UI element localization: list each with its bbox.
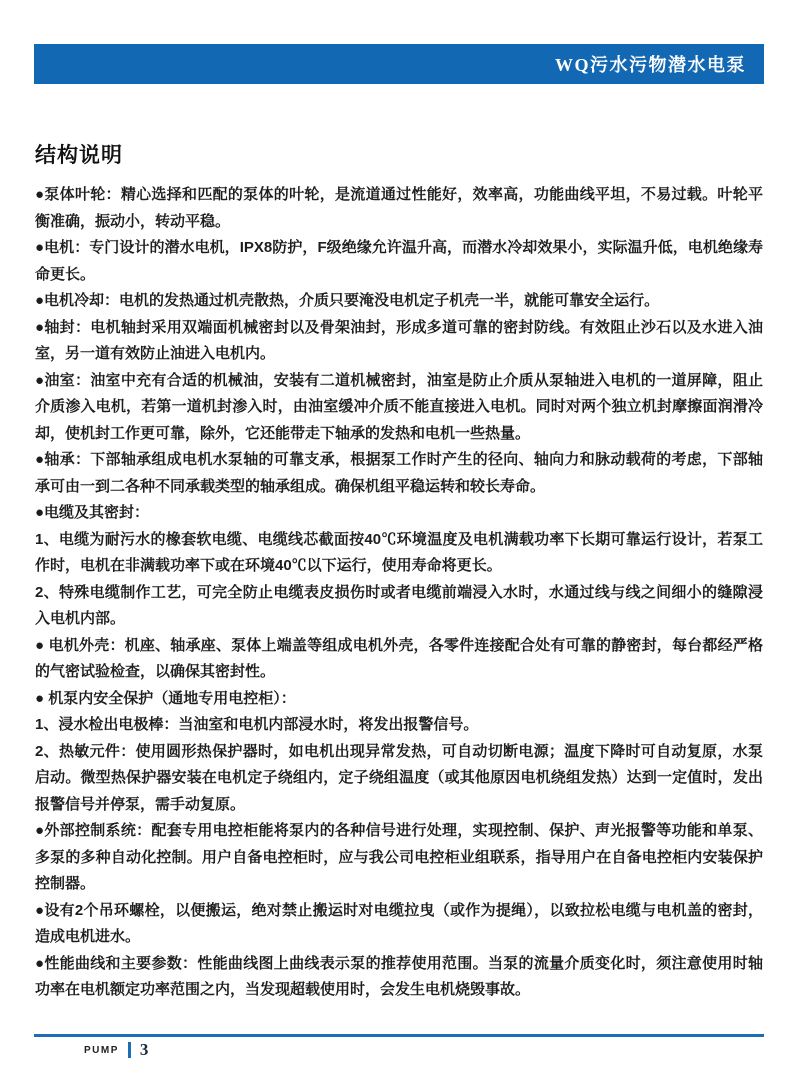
body-paragraph: ●轴封：电机轴封采用双端面机械密封以及骨架油封，形成多道可靠的密封防线。有效阻止沙石以及水进入油室，另一道有效防止油进入电机内。 — [35, 318, 763, 362]
body-paragraph: ●外部控制系统：配套专用电控柜能将泵内的各种信号进行处理，实现控制、保护、声光报警等功能和单泵、多泵的多种自动化控制。用户自备电控柜时，应与我公司电控柜业组联系，指导用户在自备电控柜内安装保护控制器。 — [35, 822, 763, 892]
body-paragraph: ●性能曲线和主要参数：性能曲线图上曲线表示泵的推荐使用范围。当泵的流量介质变化时，须注意使用时轴功率在电机额定功率范围之内，当发现超载使用时，会发生电机烧毁事故。 — [35, 954, 763, 998]
body-paragraph: ●电机：专门设计的潜水电机，IPX8防护，F级绝缘允许温升高，而潜水冷却效果小，实际温升低，电机绝缘寿命更长。 — [35, 239, 763, 283]
page-title: WQ污水污物潜水电泵 — [554, 55, 746, 75]
body-paragraph: 1、浸水检出电极棒：当油室和电机内部浸水时，将发出报警信号。 — [35, 716, 479, 733]
footer-brand-label: PUMP — [84, 1044, 119, 1056]
footer-brand-separator — [128, 1042, 131, 1058]
document-body — [35, 139, 763, 1004]
body-paragraph: ● 电机外壳：机座、轴承座、泵体上端盖等组成电机外壳，各零件连接配合处有可靠的静密封，每台都经严格的气密试验检查，以确保其密封性。 — [35, 636, 763, 680]
footer — [84, 1040, 148, 1060]
body-paragraph: 2、特殊电缆制作工艺，可完全防止电缆表皮损伤时或者电缆前端浸入水时，水通过线与线之间细小的缝隙浸入电机内部。 — [35, 583, 763, 627]
page-number: 3 — [139, 1040, 149, 1059]
body-paragraph: ●电机冷却：电机的发热通过机壳散热，介质只要淹没电机定子机壳一半，就能可靠安全运行。 — [35, 292, 660, 309]
body-paragraph: 2、热敏元件：使用圆形热保护器时，如电机出现异常发热，可自动切断电源；温度下降时可自动复原，水泵启动。微型热保护器安装在电机定子绕组内，定子绕组温度（或其他原因电机绕组发热）达到一定值时，发出报警信号并停泵，需手动复原。 — [35, 742, 763, 813]
body-paragraph: ●油室：油室中充有合适的机械油，安装有二道机械密封，油室是防止介质从泵轴进入电机的一道屏障，阻止介质渗入电机，若第一道机封渗入时，由油室缓冲介质不能直接进入电机。同时对两个独立机封摩擦面润滑冷却，使机封工作更可靠，除外，它还能带走下轴承的发热和电机一些热量。 — [35, 371, 763, 442]
body-paragraph: ●设有2个吊环螺栓，以便搬运，绝对禁止搬运时对电缆拉曳（或作为提绳），以致拉松电缆与电机盖的密封，造成电机进水。 — [35, 901, 763, 945]
body-paragraph: ●电缆及其密封： — [35, 504, 150, 521]
body-paragraph: ●轴承：下部轴承组成电机水泵轴的可靠支承，根据泵工作时产生的径向、轴向力和脉动载荷的考虑，下部轴承可由一到二各种不同承载类型的轴承组成。确保机组平稳运转和较长寿命。 — [35, 451, 763, 495]
body-paragraph: 1、电缆为耐污水的橡套软电缆、电缆线芯截面按40℃环境温度及电机满载功率下长期可靠运行设计，若泵工作时，电机在非满载功率下或在环境40℃以下运行，使用寿命将更长。 — [35, 530, 763, 574]
body-paragraph: ●泵体叶轮：精心选择和匹配的泵体的叶轮，是流道通过性能好，效率高，功能曲线平坦，不易过载。叶轮平衡准确，振动小，转动平稳。 — [35, 186, 763, 230]
header-band — [34, 44, 764, 84]
section-heading: 结构说明 — [35, 144, 123, 167]
footer-divider-line — [34, 1034, 764, 1037]
body-text — [35, 182, 763, 1004]
body-paragraph: ● 机泵内安全保护（通地专用电控柜）： — [35, 689, 296, 707]
